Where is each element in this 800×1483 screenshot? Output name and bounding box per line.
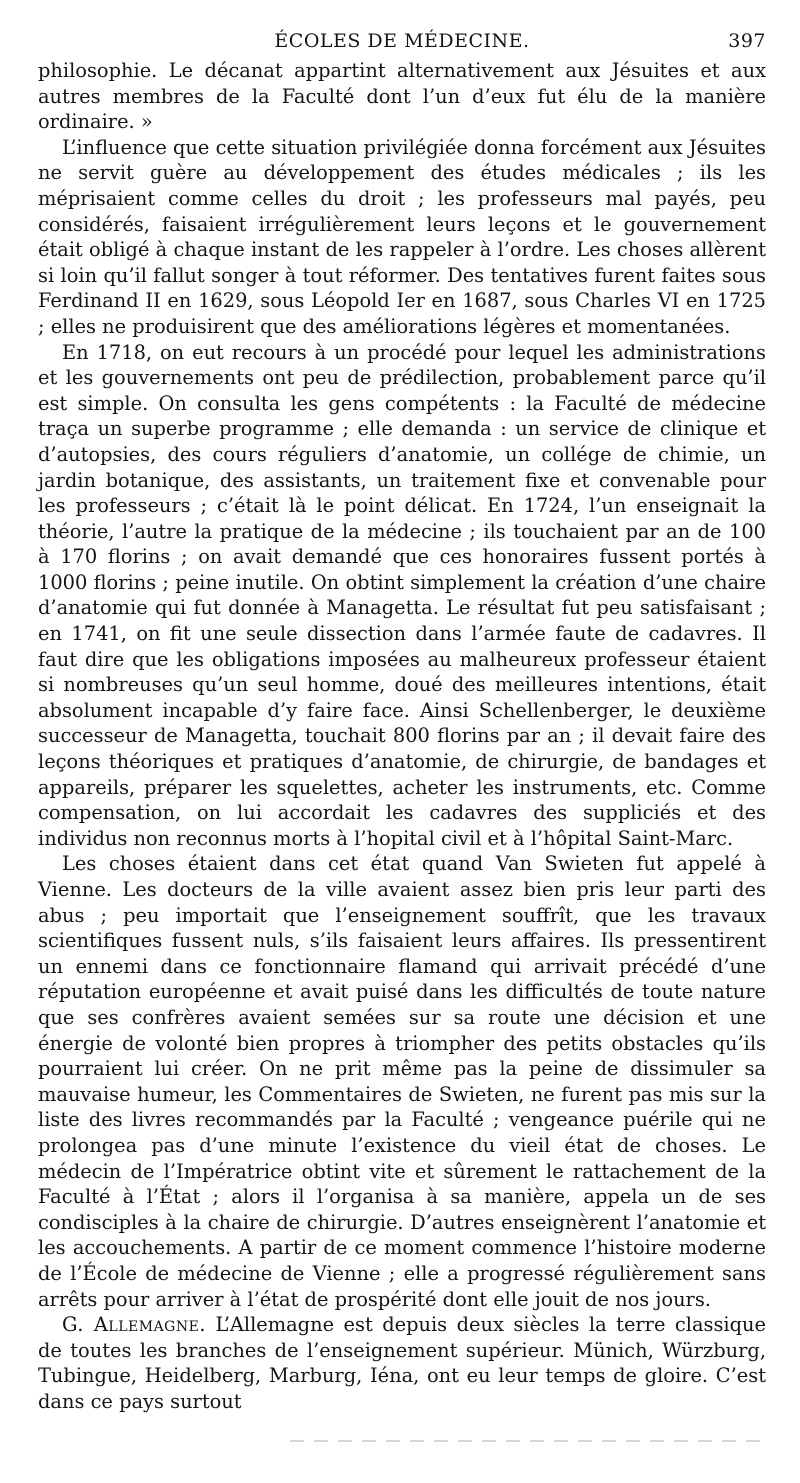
page-header	[38, 30, 766, 58]
book-page	[38, 30, 766, 1414]
running-title: ÉCOLES DE MÉDECINE.	[274, 30, 530, 52]
paragraph: En 1718, on eut recours à un procédé pour lequel les administrations et les gouvernements ont peu de prédilection, probablement parce qu’il est simple. On consulta les gens compétents : la Faculté de médecine traça un superbe programme ; elle demanda : un service de clinique et d’autopsies, des cours réguliers d’anatomie, un collége de chimie, un jardin botanique, des assistants, un traitement fixe et convenable pour les professeurs ; c’était là le point délicat. En 1724, l’un enseignait la théorie, l’autre la pratique de la médecine ; ils touchaient par an de 100 à 170 florins ; on avait demandé que ces honoraires fussent portés à 1000 florins ; peine inutile. On obtint simplement la création d’une chaire d’anatomie qui fut donnée à Managetta. Le résultat fut peu satisfaisant ; en 1741, on fit une seule dissection dans l’armée faute de cadavres. Il faut dire que les obligations imposées au malheureux professeur étaient si nombreuses qu’un seul homme, doué des meilleures intentions, était absolument incapable d’y faire face. Ainsi Schellenberger, le deuxième successeur de Managetta, touchait 800 florins par an ; il devait faire des leçons théoriques et pratiques d’anatomie, de chirurgie, de bandages et appareils, préparer les squelettes, acheter les instruments, etc. Comme compensation, on lui accordait les cadavres des suppliciés et des individus non reconnus morts à l’hopital civil et à l’hôpital Saint-Marc.	[38, 340, 766, 850]
paragraph: Les choses étaient dans cet état quand Van Swieten fut appelé à Vienne. Les docteurs de la ville avaient assez bien pris leur parti des abus ; peu importait que l’enseignement souffrît, que les travaux scientifiques fussent nuls, s’ils faisaient leurs affaires. Ils pressentirent un ennemi dans ce fonctionnaire flamand qui arrivait précédé d’une réputation européenne et avait puisé dans les difficultés de toute nature que ses confrères avaient semées sur sa route une décision et une énergie de volonté bien propres à triompher des petits obstacles qu’ils pourraient lui créer. On ne prit même pas la peine de dissimuler sa mauvaise humeur, les Commentaires de Swieten, ne furent pas mis sur la liste des livres recommandés par la Faculté ; vengeance puérile qui ne prolongea pas d’une minute l’existence du vieil état de choses. Le médecin de l’Impératrice obtint vite et sûrement le rattachement de la Faculté à l’État ; alors il l’organisa à sa manière, appela un de ses condisciples à la chaire de chirurgie. D’autres enseignèrent l’anatomie et les accouchements. A partir de ce moment commence l’histoire moderne de l’École de médecine de Vienne ; elle a progressé régulièrement sans arrêts pour arriver à l’état de prospérité dont elle jouit de nos jours.	[38, 852, 766, 1311]
section-text: L’Allemagne est depuis deux siècles la terre classique de toutes les branches de l’enseignement supérieur. Münich, Würzburg, Tubingue, Heidelberg, Marburg, Iéna, ont eu leur temps de gloire. C’est dans ce pays surtout	[38, 1313, 766, 1413]
section-paragraph	[38, 1312, 766, 1414]
section-heading: G. Allemagne.	[62, 1313, 206, 1337]
page-number: 397	[728, 30, 766, 52]
paragraph-continuation: philosophie. Le décanat appartint alternativement aux Jésuites et aux autres membres de la Faculté dont l’un d’eux fut élu de la manière ordinaire. »	[38, 59, 766, 134]
paragraph: L’influence que cette situation privilégiée donna forcément aux Jésuites ne servit guère au développement des études médicales ; ils les méprisaient comme celles du droit ; les professeurs mal payés, peu considérés, faisaient irrégulièrement leurs leçons et le gouvernement était obligé à chaque instant de les rappeler à l’ordre. Les choses allèrent si loin qu’il fallut songer à tout réformer. Des tentatives furent faites sous Ferdinand II en 1629, sous Léopold Ier en 1687, sous Charles VI en 1725 ; elles ne produisirent que des améliorations légères et momentanées.	[38, 135, 766, 338]
body-text	[38, 58, 766, 1414]
bleed-through-line	[290, 1440, 770, 1442]
